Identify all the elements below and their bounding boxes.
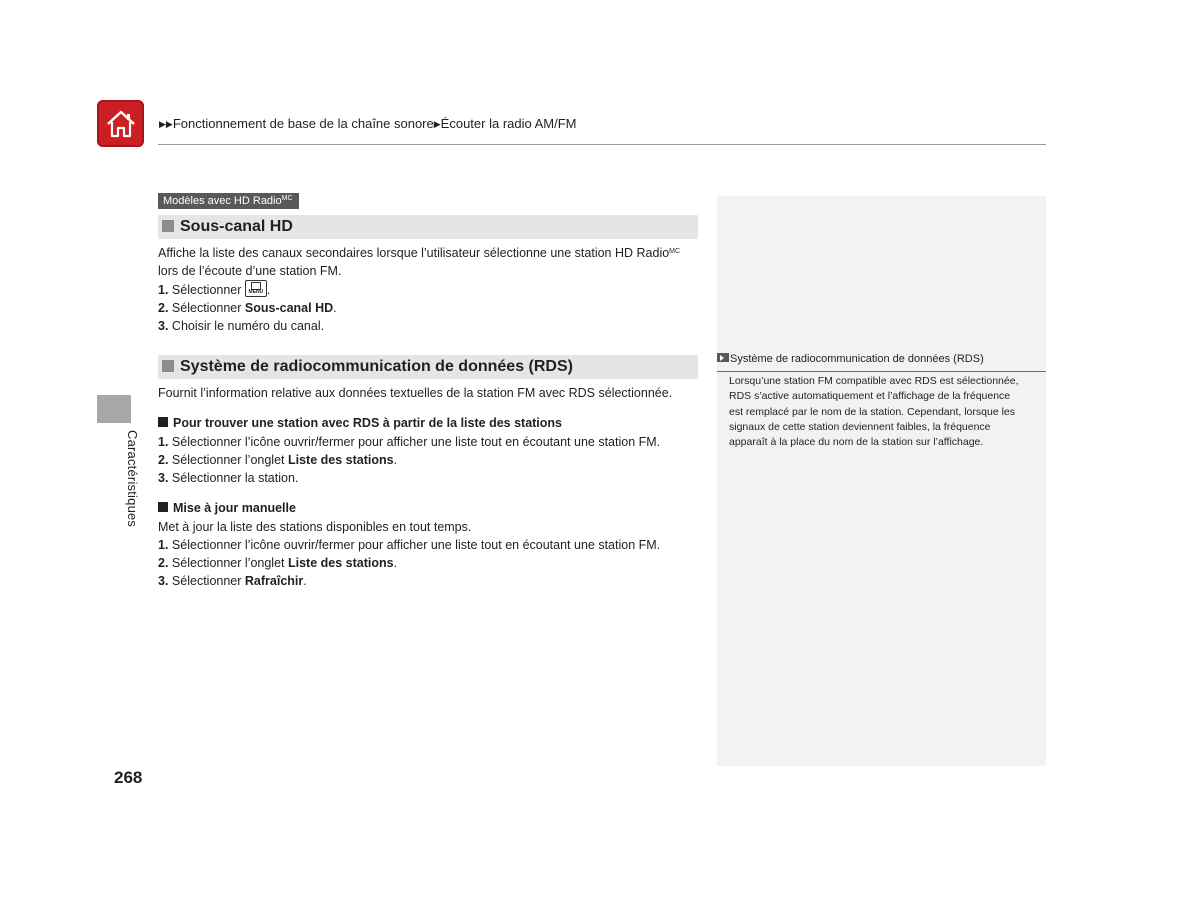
chapter-tab[interactable] (97, 395, 131, 423)
step-3: 3. Sélectionner Rafraîchir. (158, 574, 307, 588)
step-text: Choisir le numéro du canal. (171, 319, 325, 333)
section-header-hd-subchannel (158, 215, 698, 239)
step-1: 1. Sélectionner MENU . (158, 280, 703, 299)
step-number: 2. (158, 453, 169, 467)
step-text: Sélectionner l’onglet (171, 453, 285, 467)
step-bold-text: Liste des stations (287, 556, 394, 570)
step-2: 2. Sélectionner l’onglet Liste des stations. (158, 453, 398, 467)
section1-intro (158, 244, 703, 262)
model-tag (158, 193, 299, 209)
step-text: Sélectionner l’icône ouvrir/fermer pour afficher une liste tout en écoutant une station FM. (171, 435, 661, 449)
section-title: Sous-canal HD (180, 218, 293, 235)
square-bullet-icon (162, 220, 174, 232)
breadcrumb-part-2[interactable]: Écouter la radio AM/FM (440, 116, 577, 131)
step-number: 1. (158, 435, 169, 449)
step-bold-text: Rafraîchir (244, 574, 304, 588)
reference-icon (717, 353, 729, 362)
step-number: 2. (158, 556, 169, 570)
step-1 (158, 536, 703, 554)
section-title: Système de radiocommunication de données (RDS) (180, 358, 573, 375)
black-square-icon (158, 417, 168, 427)
triangle-right-icon: ▶ (433, 119, 441, 129)
model-tag-text: Modèles avec HD Radio (163, 195, 282, 207)
note-line: RDS s’active automatiquement et l’affichage de la fréquence (729, 390, 1011, 403)
breadcrumb (159, 116, 577, 131)
intro-text: Affiche la liste des canaux secondaires lorsque l’utilisateur sélectionne une station HD Radio (158, 246, 670, 260)
note-line: apparaît à la place du nom de la station sur l’affichage. (729, 436, 984, 449)
step-bold-text: Sous-canal HD (244, 301, 334, 315)
subheading-manual-update (158, 501, 296, 515)
note-line: est remplacé par le nom de la station. Cependant, lorsque les (729, 405, 1015, 418)
step-bold-text: Liste des stations (287, 453, 394, 467)
subheading-find-station (158, 416, 562, 430)
subheading-text: Mise à jour manuelle (173, 501, 296, 515)
home-button[interactable] (97, 100, 144, 147)
home-icon (104, 107, 138, 141)
step-number: 1. (158, 283, 169, 297)
step-3 (158, 317, 703, 335)
step-number: 2. (158, 301, 169, 315)
section1-body (158, 244, 703, 335)
triangle-right-icon: ▶▶ (159, 119, 173, 129)
note-title[interactable] (717, 353, 1046, 372)
step-2: 2. Sélectionner Sous-canal HD. (158, 301, 337, 315)
sub2-steps (158, 518, 703, 590)
subheading-text: Pour trouver une station avec RDS à partir de la liste des stations (173, 416, 563, 430)
step-number: 3. (158, 319, 169, 333)
note-line: signaux de cette station deviennent faibles, la fréquence (729, 420, 991, 433)
note-line: Lorsqu’une station FM compatible avec RDS est sélectionnée, (729, 375, 1019, 387)
page-number: 268 (114, 768, 143, 787)
step-text: Sélectionner (171, 301, 242, 315)
step-text: Sélectionner la station. (171, 471, 299, 485)
sub2-intro: Met à jour la liste des stations disponibles en tout temps. (158, 520, 472, 534)
black-square-icon (158, 502, 168, 512)
step-number: 3. (158, 574, 169, 588)
breadcrumb-part-1[interactable]: Fonctionnement de base de la chaîne sonore (172, 116, 434, 131)
section-header-rds (158, 355, 698, 379)
step-number: 1. (158, 538, 169, 552)
square-bullet-icon (162, 360, 174, 372)
chapter-label: Caractéristiques (125, 430, 140, 528)
model-tag-sup: MC (281, 195, 293, 202)
step-number: 3. (158, 471, 169, 485)
menu-icon (245, 280, 267, 297)
step-2: 2. Sélectionner l’onglet Liste des stations. (158, 556, 398, 570)
section2-intro: Fournit l’information relative aux données textuelles de la station FM avec RDS sélectionnée. (158, 386, 673, 400)
step-text: Sélectionner (171, 574, 242, 588)
step-text: Sélectionner l’onglet (171, 556, 285, 570)
intro-sup: MC (669, 248, 681, 255)
sub1-steps (158, 433, 703, 487)
note-title-text: Système de radiocommunication de données (RDS) (730, 353, 984, 365)
section1-intro-cont: lors de l’écoute d’une station FM. (158, 264, 342, 278)
menu-icon-label: MENU (248, 289, 264, 295)
step-3 (158, 469, 703, 487)
step-text: Sélectionner l’icône ouvrir/fermer pour afficher une liste tout en écoutant une station FM. (171, 538, 661, 552)
notes-panel (717, 196, 1046, 766)
note-body (729, 374, 1039, 450)
header-divider (158, 144, 1046, 145)
step-text: Sélectionner (171, 283, 242, 297)
step-1 (158, 433, 703, 451)
